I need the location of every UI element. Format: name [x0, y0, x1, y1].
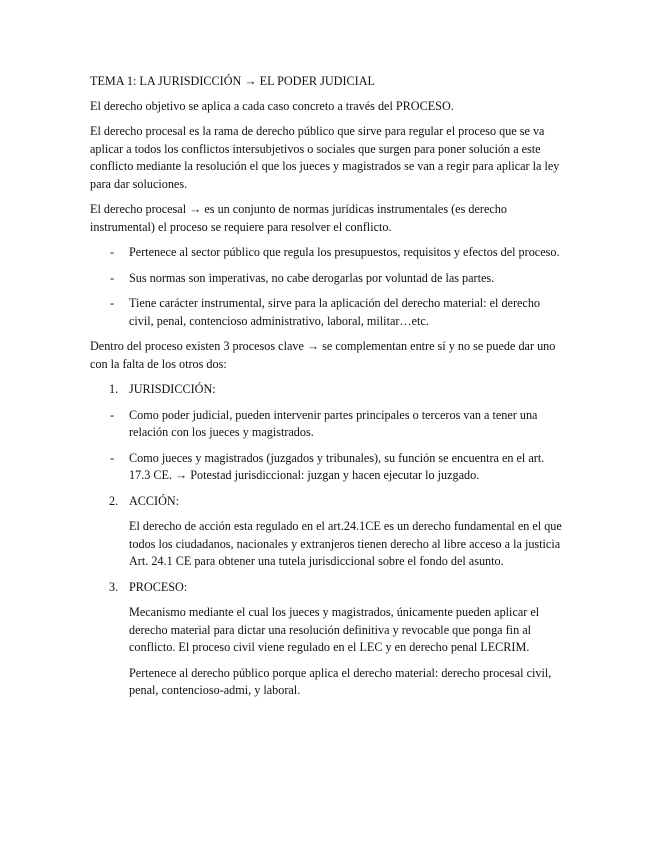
item-number: 1. — [109, 382, 119, 396]
jurisdiccion-list — [90, 407, 567, 485]
item-heading: PROCESO: — [129, 579, 188, 594]
dash-marker: - — [110, 407, 115, 422]
characteristics-list — [90, 244, 567, 330]
dash-marker: - — [110, 270, 115, 285]
item-heading: ACCIÓN: — [129, 493, 180, 508]
list-item-text: Pertenece al sector público que regula los presupuestos, requisitos y efectos del proceso. — [129, 245, 560, 259]
numbered-item-proceso — [90, 579, 567, 597]
accion-paragraph: El derecho de acción esta regulado en el art.24.1CE es un derecho fundamental en el que todos los ciudadanos, nacionales y extranjeros tienen derecho al libre acceso a la justicia Art. 24.1 CE para obtener una tutela jurisdiccional sobre el fondo del asunto. — [129, 519, 562, 568]
item-heading: JURISDICCIÓN: — [129, 382, 216, 396]
document-title: TEMA 1: LA JURISDICCIÓN → EL PODER JUDICIAL — [90, 74, 375, 88]
dash-marker: - — [110, 450, 115, 465]
paragraph-procesos-clave: Dentro del proceso existen 3 procesos clave → se complementan entre sí y no se puede dar uno con la falta de los otros dos: — [90, 339, 556, 371]
list-item-text: Tiene carácter instrumental, sirve para la aplicación del derecho material: el derecho civil, penal, contencioso administrativo, laboral, militar…etc. — [129, 296, 541, 328]
numbered-item-jurisdiccion — [90, 381, 567, 399]
item-number: 3. — [109, 579, 119, 594]
list-item — [90, 244, 567, 262]
list-item-text: Sus normas son imperativas, no cabe derogarlas por voluntad de las partes. — [129, 270, 495, 285]
list-item — [90, 295, 567, 330]
dash-marker: - — [110, 245, 115, 259]
proceso-paragraph-1: Mecanismo mediante el cual los jueces y magistrados, únicamente pueden aplicar el derecho material para dictar una resolución definitiva y revocable que ponga fin al conflicto. El proceso civil viene regulado en el LEC y en derecho penal LECRIM. — [129, 605, 540, 654]
numbered-item-accion — [90, 493, 567, 511]
list-item-text: Como jueces y magistrados (juzgados y tribunales), su función se encuentra en el art. 17.3 CE. → Potestad jurisdiccional: juzgan y hacen ejecutar lo juzgado. — [129, 450, 545, 482]
proceso-paragraph-2: Pertenece al derecho público porque aplica el derecho material: derecho procesal civil, penal, contencioso-admi, y laboral. — [129, 665, 552, 697]
paragraph-proceso-definition: El derecho objetivo se aplica a cada caso concreto a través del PROCESO. — [90, 98, 454, 113]
list-item — [90, 407, 567, 442]
paragraph-derecho-procesal: El derecho procesal es la rama de derecho público que sirve para regular el proceso que se va aplicar a todos los conflictos intersubjetivos o sociales que surgen para poner solución a este conflicto mediante la resolución el que los jueces y magistrados se van a regir para aplicar la ley para dar soluciones. — [90, 124, 560, 191]
list-item — [90, 270, 567, 288]
dash-marker: - — [110, 296, 115, 310]
paragraph-normas-instrumentales: El derecho procesal → es un conjunto de normas jurídicas instrumentales (es derecho instrumental) el proceso se requiere para resolver el conflicto. — [90, 202, 507, 234]
list-item-text: Como poder judicial, pueden intervenir partes principales o terceros van a tener una relación con los jueces y magistrados. — [129, 407, 538, 439]
list-item — [90, 450, 567, 485]
item-number: 2. — [109, 493, 119, 508]
